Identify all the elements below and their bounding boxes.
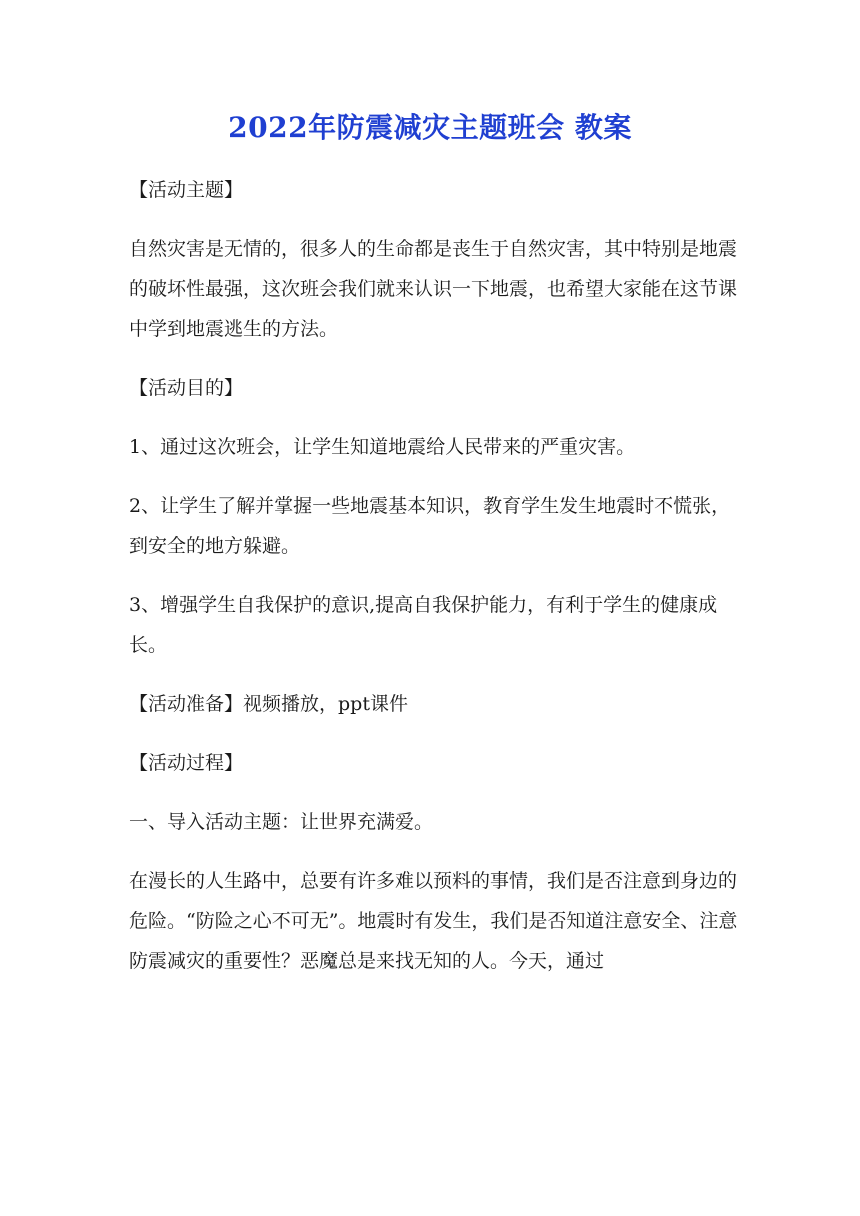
goal-item-2: 2、让学生了解并掌握一些地震基本知识，教育学生发生地震时不慌张，到安全的地方躲避。 xyxy=(129,495,731,557)
section-heading-goals: 【活动目的】 xyxy=(129,377,244,399)
section-heading-preparation: 【活动准备】视频播放，ppt课件 xyxy=(129,693,408,715)
goal-item-3: 3、增强学生自我保护的意识,提高自我保护能力，有利于学生的健康成长。 xyxy=(129,594,718,656)
document-title: 2022年防震减灾主题班会 教案 xyxy=(228,111,632,144)
body-paragraph-theme: 自然灾害是无情的，很多人的生命都是丧生于自然灾害，其中特别是地震的破坏性最强，这次班会我们就来认识一下地震，也希望大家能在这节课中学到地震逃生的方法。 xyxy=(129,238,738,340)
body-paragraph-intro: 在漫长的人生路中，总要有许多难以预料的事情，我们是否注意到身边的危险。“防险之心不可无”。地震时有发生，我们是否知道注意安全、注意防震减灾的重要性？恶魔总是来找无知的人。今天，通过 xyxy=(129,870,738,972)
section-heading-process: 【活动过程】 xyxy=(129,752,244,774)
process-step-1-heading: 一、导入活动主题：让世界充满爱。 xyxy=(129,811,434,833)
goal-item-1: 1、通过这次班会，让学生知道地震给人民带来的严重灾害。 xyxy=(129,436,636,458)
document-body xyxy=(129,170,741,1000)
section-heading-theme: 【活动主题】 xyxy=(129,179,244,201)
